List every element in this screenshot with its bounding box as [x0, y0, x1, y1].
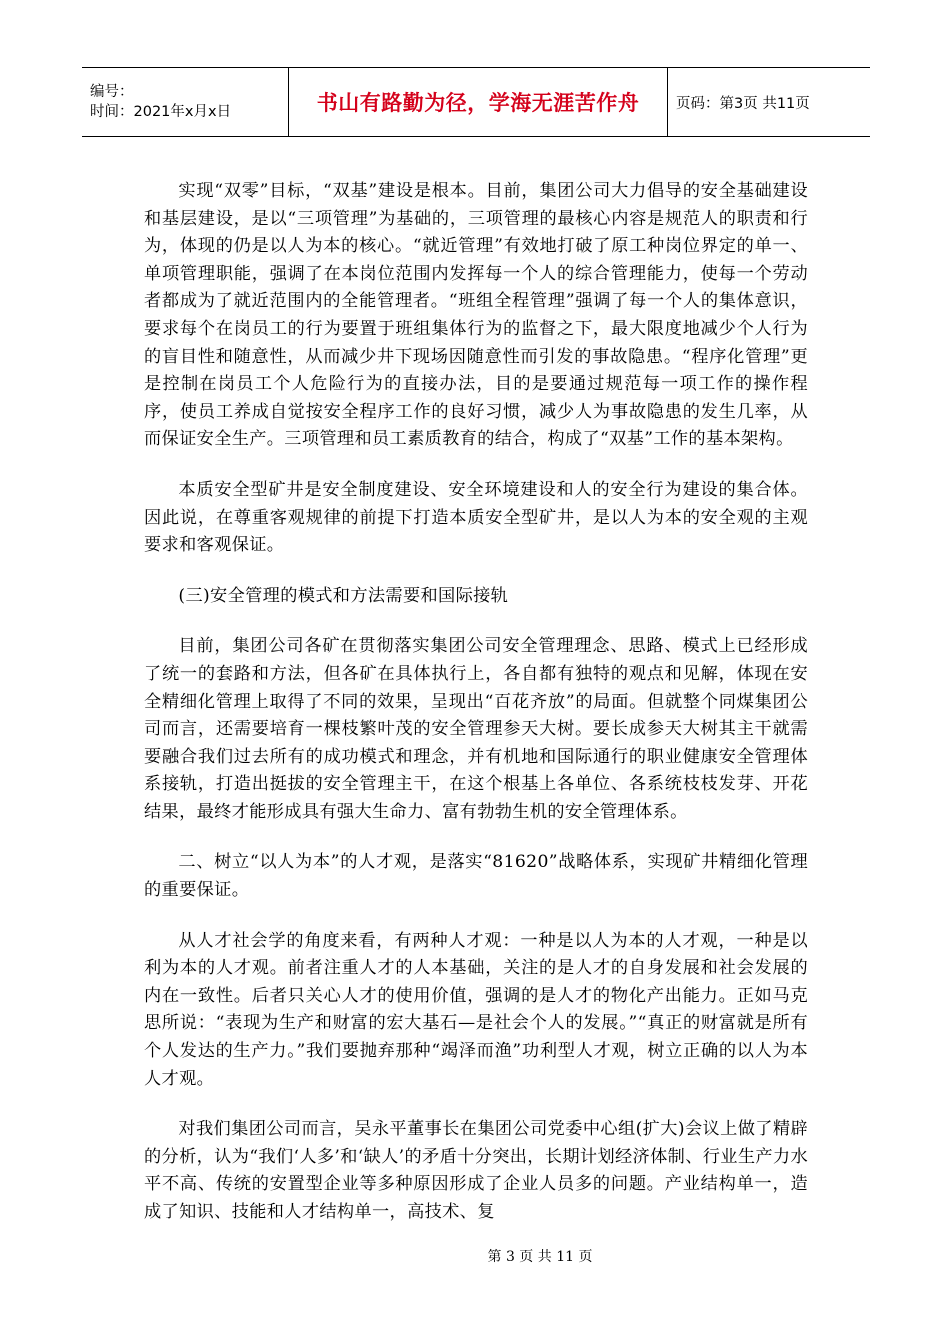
section-heading: (三)安全管理的模式和方法需要和国际接轨: [178, 585, 509, 606]
header-motto: 书山有路勤为径，学海无涯苦作舟: [288, 68, 668, 136]
header-page-info: 页码：第3页 共11页: [676, 95, 810, 112]
section-heading: 二、树立“以人为本”的人才观，是落实“81620”战略体系，实现矿井精细化管理的重要保证。: [144, 852, 808, 901]
paragraph: 对我们集团公司而言，吴永平董事长在集团公司党委中心组(扩大)会议上做了精辟的分析，认为“我们‘人多’和‘缺人’的矛盾十分突出，长期计划经济体制、行业生产力水平不高、传统的安置型企业等多种原因形成了企业人员多的问题。产业结构单一，造成了知识、技能和人才结构单一，高技术、复: [144, 1119, 808, 1222]
page-footer: [0, 1246, 950, 1266]
paragraph: 本质安全型矿井是安全制度建设、安全环境建设和人的安全行为建设的集合体。因此说，在尊重客观规律的前提下打造本质安全型矿井，是以人为本的安全观的主观要求和客观保证。: [144, 479, 808, 556]
footer-page-number: 第 3 页 共 11 页: [487, 1249, 593, 1265]
page-header: [82, 67, 870, 137]
document-date: 时间：2021年x月x日: [90, 104, 232, 120]
paragraph: 目前，集团公司各矿在贯彻落实集团公司安全管理理念、思路、模式上已经形成了统一的套路和方法，但各矿在具体执行上，各自都有独特的观点和见解，体现在安全精细化管理上取得了不同的效果，呈现出“百花齐放”的局面。但就整个同煤集团公司而言，还需要培育一棵枝繁叶茂的安全管理参天大树。要长成参天大树其主干就需要融合我们过去所有的成功模式和理念，并有机地和国际通行的职业健康安全管理体系接轨，打造出挺拔的安全管理主干，在这个根基上各单位、各系统枝枝发芽、开花结果，最终才能形成具有强大生命力、富有勃勃生机的安全管理体系。: [144, 636, 808, 822]
paragraph: 实现“双零”目标，“双基”建设是根本。目前，集团公司大力倡导的安全基础建设和基层建设，是以“三项管理”为基础的，三项管理的最核心内容是规范人的职责和行为，体现的仍是以人为本的核心。“就近管理”有效地打破了原工种岗位界定的单一、单项管理职能，强调了在本岗位范围内发挥每一个人的综合管理能力，使每一个劳动者都成为了就近范围内的全能管理者。“班组全程管理”强调了每一个人的集体意识，要求每个在岗员工的行为要置于班组集体行为的监督之下，最大限度地减少个人行为的盲目性和随意性，从而减少井下现场因随意性而引发的事故隐患。“程序化管理”更是控制在岗员工个人危险行为的直接办法，目的是要通过规范每一项工作的操作程序，使员工养成自觉按安全程序工作的良好习惯，减少人为事故隐患的发生几率，从而保证安全生产。三项管理和员工素质教育的结合，构成了“双基”工作的基本架构。: [144, 181, 808, 450]
header-meta: [82, 68, 288, 136]
document-body: [144, 178, 808, 1227]
paragraph: 从人才社会学的角度来看，有两种人才观：一种是以人为本的人才观，一种是以利为本的人才观。前者注重人才的人本基础，关注的是人才的自身发展和社会发展的内在一致性。后者只关心人才的使用价值，强调的是人才的物化产出能力。正如马克思所说：“表现为生产和财富的宏大基石—是社会个人的发展。”“真正的财富就是所有个人发达的生产力。”我们要抛弃那种“竭泽而渔”功利型人才观，树立正确的以人为本人才观。: [144, 930, 808, 1089]
document-number-label: 编号：: [90, 84, 134, 100]
